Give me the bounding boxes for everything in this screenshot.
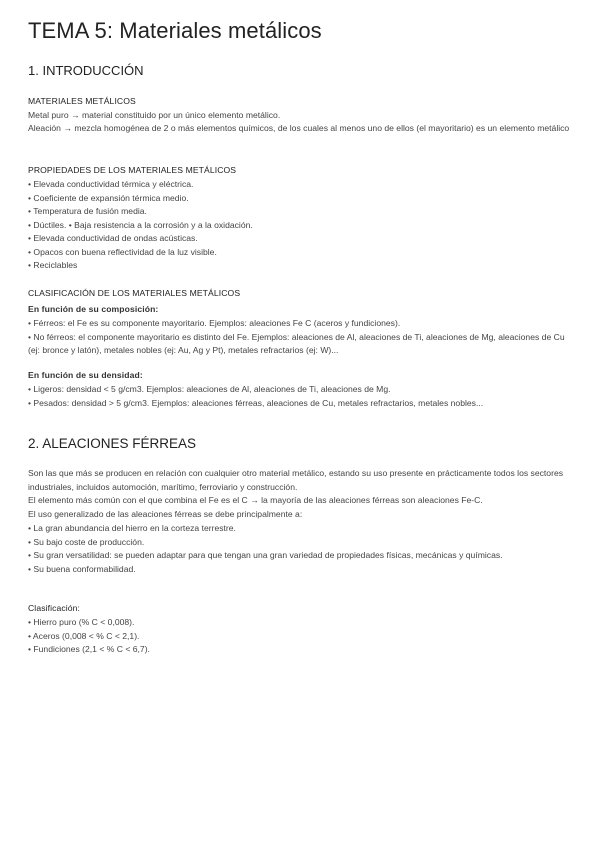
list-item: • Dúctiles. • Baja resistencia a la corrosión y a la oxidación. — [28, 219, 253, 230]
subheading-densidad: En función de su densidad: — [28, 370, 143, 380]
list-item: • Opacos con buena reflectividad de la luz visible. — [28, 246, 217, 257]
list-item: • Aceros (0,008 < % C < 2,1). — [28, 630, 140, 641]
subheading-propiedades: PROPIEDADES DE LOS MATERIALES METÁLICOS — [28, 165, 237, 175]
clasificacion-ferreas-list — [28, 616, 578, 657]
densidad-list — [28, 383, 578, 410]
section-heading-introduccion: 1. INTRODUCCIÓN — [28, 63, 144, 78]
definition-aleacion: Aleación → mezcla homogénea de 2 o más elementos químicos, de los cuales al menos uno de ellos (el mayoritario) es un elemento metálico — [28, 123, 570, 133]
propiedades-list — [28, 178, 578, 273]
subheading-clasificacion-ferreas: Clasificación: — [28, 603, 81, 613]
list-item: • Férreos: el Fe es su componente mayoritario. Ejemplos: aleaciones Fe C (aceros y fundiciones). — [28, 318, 401, 328]
composicion-list — [28, 317, 578, 358]
list-item: • Coeficiente de expansión térmica medio. — [28, 192, 189, 203]
definition-metal-puro: Metal puro → material constituido por un único elemento metálico. — [28, 110, 281, 120]
list-item: • No férreos: el componente mayoritario es distinto del Fe. Ejemplos: aleaciones de Al, aleaciones de Ti, aleaciones de Mg, aleaciones de Cu (ej: bronce y latón), metales nobles (ej: Au, Ag y Pt), metales refractarios (ej: W)... — [28, 331, 565, 355]
ferreas-paragraph-fe-c: El elemento más común con el que combina el Fe es el C → la mayoría de las aleaciones férreas son aleaciones Fe-C. — [28, 495, 483, 505]
subheading-clasificacion: CLASIFICACIÓN DE LOS MATERIALES METÁLICOS — [28, 288, 241, 298]
list-item: • La gran abundancia del hierro en la corteza terrestre. — [28, 523, 236, 533]
list-item: • Fundiciones (2,1 < % C < 6,7). — [28, 644, 150, 654]
razones-list — [28, 522, 578, 576]
subheading-composicion: En función de su composición: — [28, 304, 159, 314]
list-item: • Su gran versatilidad: se pueden adaptar para que tengan una gran variedad de propiedades físicas, mecánicas y químicas. — [28, 550, 503, 560]
list-item: • Elevada conductividad térmica y eléctrica. — [28, 179, 194, 189]
list-item: • Temperatura de fusión media. — [28, 206, 147, 216]
list-item: • Pesados: densidad > 5 g/cm3. Ejemplos: aleaciones férreas, aleaciones de Cu, metales refractarios, metales nobles... — [28, 397, 484, 408]
list-item: • Ligeros: densidad < 5 g/cm3. Ejemplos: aleaciones de Al, aleaciones de Ti, aleaciones de Mg. — [28, 384, 391, 394]
list-item: • Reciclables — [28, 260, 78, 270]
list-item: • Elevada conductividad de ondas acústicas. — [28, 233, 198, 243]
list-item: • Su bajo coste de producción. — [28, 536, 145, 547]
ferreas-paragraph-uso: El uso generalizado de las aleaciones férreas se debe principalmente a: — [28, 509, 303, 519]
ferreas-paragraph-intro: Son las que más se producen en relación con cualquier otro material metálico, estando su uso presente en prácticamente todos los sectores industriales, incluidos automoción, marítimo, ferroviario y construcción. — [28, 468, 564, 492]
subheading-materiales-metalicos: MATERIALES METÁLICOS — [28, 96, 136, 106]
list-item: • Hierro puro (% C < 0,008). — [28, 617, 135, 627]
section-heading-aleaciones-ferreas: 2. ALEACIONES FÉRREAS — [28, 436, 197, 451]
page-title: TEMA 5: Materiales metálicos — [28, 18, 322, 43]
list-item: • Su buena conformabilidad. — [28, 563, 136, 574]
